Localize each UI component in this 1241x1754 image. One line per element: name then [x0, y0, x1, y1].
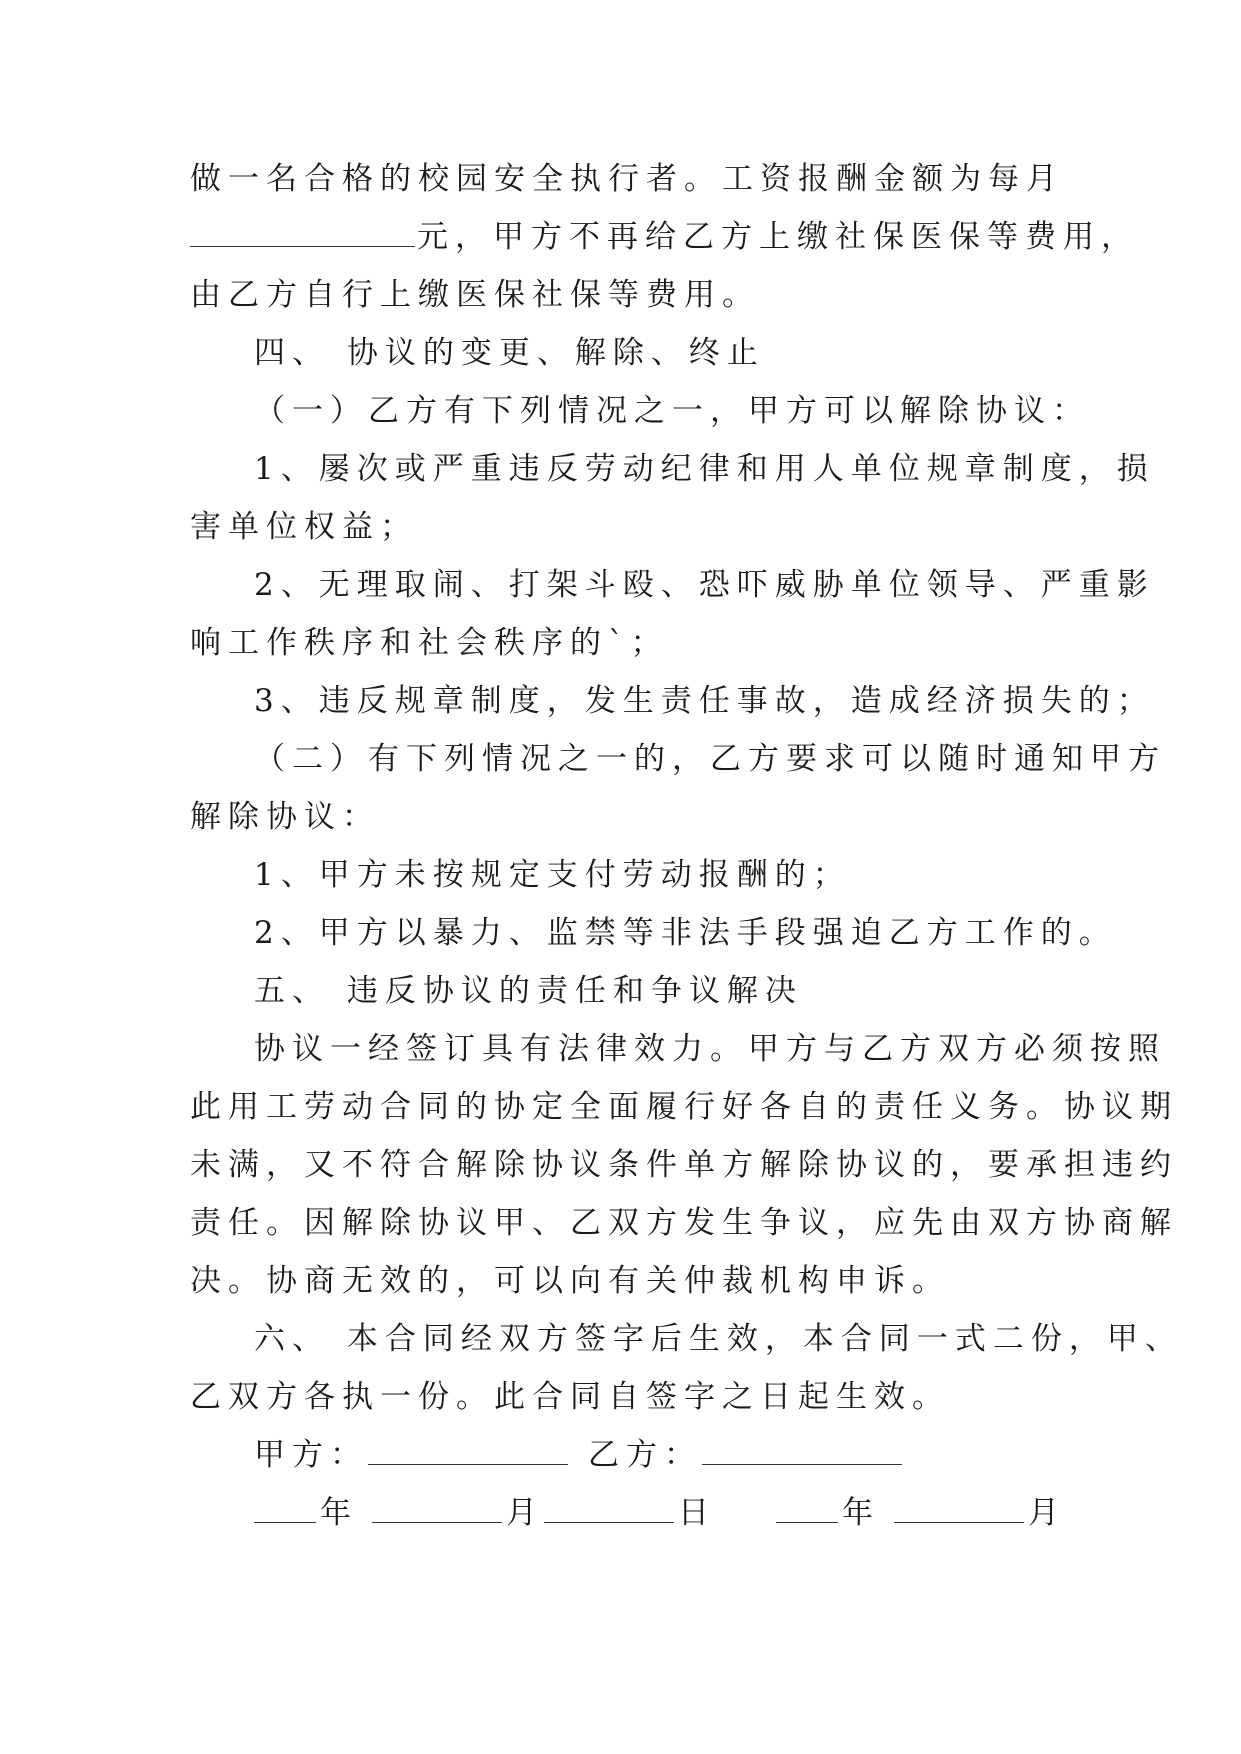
party-b-year-field[interactable]	[776, 1492, 838, 1523]
text-line: （一）乙方有下列情况之一，甲方可以解除协议：	[254, 393, 1090, 429]
text-line: 响工作秩序和社会秩序的`；	[190, 625, 669, 661]
salary-blank	[190, 216, 415, 247]
text-line: 责任。因解除协议甲、乙双方发生争议，应先由双方协商解	[190, 1205, 1178, 1241]
party-a-month-field[interactable]	[372, 1492, 502, 1523]
text-line: 解除协议：	[190, 799, 380, 835]
party-a-signature-field[interactable]	[368, 1434, 568, 1465]
section-heading-6: 六、 本合同经双方签字后生效，本合同一式二份，甲、	[254, 1321, 1183, 1357]
text-line: 1、屡次或严重违反劳动纪律和用人单位规章制度，损	[254, 451, 1155, 487]
month-label: 月	[506, 1495, 544, 1531]
section-heading-5: 五、 违反协议的责任和争议解决	[254, 973, 803, 1009]
date-line	[190, 1484, 1066, 1542]
party-b-label: 乙方：	[588, 1437, 702, 1473]
text-line: 2、无理取闹、打架斗殴、恐吓威胁单位领导、严重影	[254, 567, 1155, 603]
party-b-signature-field[interactable]	[702, 1434, 902, 1465]
text-line: 1、甲方未按规定支付劳动报酬的；	[254, 857, 851, 893]
day-label: 日	[678, 1495, 716, 1531]
month-label: 月	[1028, 1495, 1066, 1531]
document-page	[190, 150, 1183, 1542]
party-b-month-field[interactable]	[894, 1492, 1024, 1523]
text-line: 做一名合格的校园安全执行者。工资报酬金额为每月	[190, 161, 1064, 197]
text-line: 3、违反规章制度，发生责任事故，造成经济损失的；	[254, 683, 1155, 719]
year-label: 年	[320, 1495, 358, 1531]
year-label: 年	[842, 1495, 880, 1531]
section-heading-4: 四、 协议的变更、解除、终止	[254, 335, 765, 371]
text-line: 决。协商无效的，可以向有关仲裁机构申诉。	[190, 1263, 950, 1299]
text-line: 2、甲方以暴力、监禁等非法手段强迫乙方工作的。	[254, 915, 1117, 951]
text-line: 未满，又不符合解除协议条件单方解除协议的，要承担违约	[190, 1147, 1178, 1183]
text-line: 乙双方各执一份。此合同自签字之日起生效。	[190, 1379, 950, 1415]
text-line: 害单位权益；	[190, 509, 418, 545]
text-line-salary	[190, 208, 1139, 266]
text-line: 此用工劳动合同的协定全面履行好各自的责任义务。协议期	[190, 1089, 1178, 1125]
party-a-year-field[interactable]	[254, 1492, 316, 1523]
party-a-day-field[interactable]	[544, 1492, 674, 1523]
text-line: （二）有下列情况之一的，乙方要求可以随时通知甲方	[254, 741, 1166, 777]
party-a-label: 甲方：	[254, 1437, 368, 1473]
signature-line	[190, 1426, 1060, 1484]
text-line: 协议一经签订具有法律效力。甲方与乙方双方必须按照	[254, 1031, 1166, 1067]
text-segment: 元，甲方不再给乙方上缴社保医保等费用，	[417, 219, 1139, 255]
text-line: 由乙方自行上缴医保社保等费用。	[190, 277, 760, 313]
